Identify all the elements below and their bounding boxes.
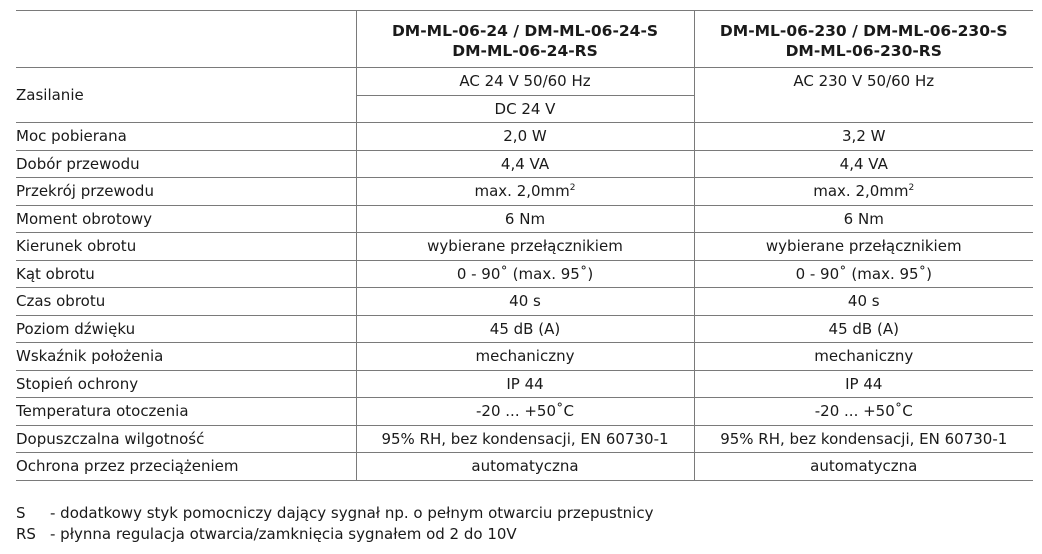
cell-value-230v	[694, 260, 1033, 288]
table-row	[16, 178, 1033, 206]
cell-text: 6 Nm	[843, 209, 884, 228]
cell-text: 95% RH, bez kondensacji, EN 60730-1	[381, 429, 669, 448]
table-row	[16, 123, 1033, 151]
spec-sheet	[16, 10, 1033, 481]
spec-table	[16, 10, 1033, 481]
cell-value-230v	[694, 425, 1033, 453]
cell-value-24v	[356, 260, 694, 288]
footnote-s-key: S	[16, 504, 26, 522]
row-label: Ochrona przez przeciążeniem	[16, 453, 356, 481]
cell-text: mechaniczny	[814, 347, 914, 366]
row-label: Moment obrotowy	[16, 205, 356, 233]
table-row	[16, 398, 1033, 426]
footnote-rs-key: RS	[16, 524, 36, 543]
cell-value-230v	[694, 233, 1033, 261]
table-row	[16, 205, 1033, 233]
cell-text: 4,4 VA	[500, 154, 550, 173]
footnote-s-text: - dodatkowy styk pomocniczy dający sygnał np. o pełnym otwarciu przepustnicy	[50, 504, 654, 522]
cell-text: max. 2,0mm	[474, 182, 570, 201]
header-model-230v-line2: DM-ML-06-230-RS	[785, 42, 942, 60]
cell-text: wybierane przełącznikiem	[427, 237, 623, 256]
cell-text: 45 dB (A)	[489, 319, 561, 338]
cell-text: 40 s	[509, 292, 541, 311]
footnote-s	[16, 503, 653, 524]
table-row	[16, 233, 1033, 261]
cell-text: -20 ... +50˚C	[476, 402, 574, 421]
table-row	[16, 453, 1033, 481]
row-label: Moc pobierana	[16, 123, 356, 151]
row-label: Stopień ochrony	[16, 370, 356, 398]
row-label: Przekrój przewodu	[16, 178, 356, 206]
cell-value-24v	[356, 453, 694, 481]
cell-text: automatyczna	[471, 457, 579, 476]
cell-text: 95% RH, bez kondensacji, EN 60730-1	[720, 429, 1008, 448]
cell-value-230v	[694, 205, 1033, 233]
cell-value-230v	[694, 178, 1033, 206]
cell-value-24v	[356, 343, 694, 371]
cell-text: 3,2 W	[842, 127, 886, 146]
cell-text: 4,4 VA	[839, 154, 888, 173]
row-label: Czas obrotu	[16, 288, 356, 316]
cell-value-230v	[694, 288, 1033, 316]
cell-value-230v	[694, 343, 1033, 371]
cell-value-24v	[356, 178, 694, 206]
table-row-zasilanie-a	[16, 68, 1033, 96]
cell-value-24v	[356, 233, 694, 261]
cell-text: wybierane przełącznikiem	[765, 237, 962, 256]
header-model-230v	[694, 11, 1033, 68]
header-model-24v-line1: DM-ML-06-24 / DM-ML-06-24-S	[391, 22, 659, 40]
header-empty-cell	[16, 11, 356, 68]
cell-text: 40 s	[847, 292, 880, 311]
cell-value-230v	[694, 453, 1033, 481]
cell-text: 45 dB (A)	[828, 319, 899, 338]
row-label: Dopuszczalna wilgotność	[16, 425, 356, 453]
header-model-24v	[356, 11, 694, 68]
cell-text: IP 44	[506, 374, 544, 393]
footnote-rs	[16, 524, 653, 545]
row-label: Poziom dźwięku	[16, 315, 356, 343]
table-header-row	[16, 11, 1033, 68]
cell-zasilanie-24v-ac: AC 24 V 50/60 Hz	[356, 68, 694, 96]
cell-value-24v	[356, 150, 694, 178]
cell-text: 6 Nm	[504, 209, 546, 228]
table-row	[16, 425, 1033, 453]
cell-value-24v	[356, 425, 694, 453]
row-label-zasilanie: Zasilanie	[16, 68, 356, 123]
superscript: 2	[569, 183, 576, 194]
cell-value-24v	[356, 205, 694, 233]
row-label: Kąt obrotu	[16, 260, 356, 288]
cell-zasilanie-230v-ac: AC 230 V 50/60 Hz	[694, 68, 1033, 123]
cell-text: 0 - 90˚ (max. 95˚)	[456, 264, 594, 283]
cell-value-230v	[694, 315, 1033, 343]
cell-value-24v	[356, 288, 694, 316]
cell-value-230v	[694, 398, 1033, 426]
cell-value-24v	[356, 123, 694, 151]
cell-text: 0 - 90˚ (max. 95˚)	[795, 264, 932, 283]
table-row	[16, 315, 1033, 343]
header-model-24v-line2: DM-ML-06-24-RS	[452, 42, 598, 60]
superscript: 2	[908, 183, 915, 194]
cell-text: mechaniczny	[475, 347, 575, 366]
cell-value-24v	[356, 315, 694, 343]
row-label: Dobór przewodu	[16, 150, 356, 178]
cell-text: IP 44	[845, 374, 883, 393]
cell-value-24v	[356, 398, 694, 426]
cell-value-230v	[694, 370, 1033, 398]
cell-text: max. 2,0mm	[813, 182, 909, 201]
footnote-rs-text: - płynna regulacja otwarcia/zamknięcia sygnałem od 2 do 10V	[50, 524, 517, 543]
table-row	[16, 288, 1033, 316]
row-label: Wskaźnik położenia	[16, 343, 356, 371]
table-row	[16, 150, 1033, 178]
row-label: Temperatura otoczenia	[16, 398, 356, 426]
cell-value-230v	[694, 123, 1033, 151]
header-model-230v-line1: DM-ML-06-230 / DM-ML-06-230-S	[719, 22, 1008, 40]
cell-text: -20 ... +50˚C	[814, 402, 913, 421]
cell-text: automatyczna	[810, 457, 918, 476]
cell-text: 2,0 W	[503, 127, 547, 146]
table-row	[16, 260, 1033, 288]
table-row	[16, 370, 1033, 398]
table-row	[16, 343, 1033, 371]
cell-value-24v	[356, 370, 694, 398]
cell-value-230v	[694, 150, 1033, 178]
cell-zasilanie-24v-dc: DC 24 V	[356, 95, 694, 123]
footnotes	[16, 503, 653, 544]
row-label: Kierunek obrotu	[16, 233, 356, 261]
